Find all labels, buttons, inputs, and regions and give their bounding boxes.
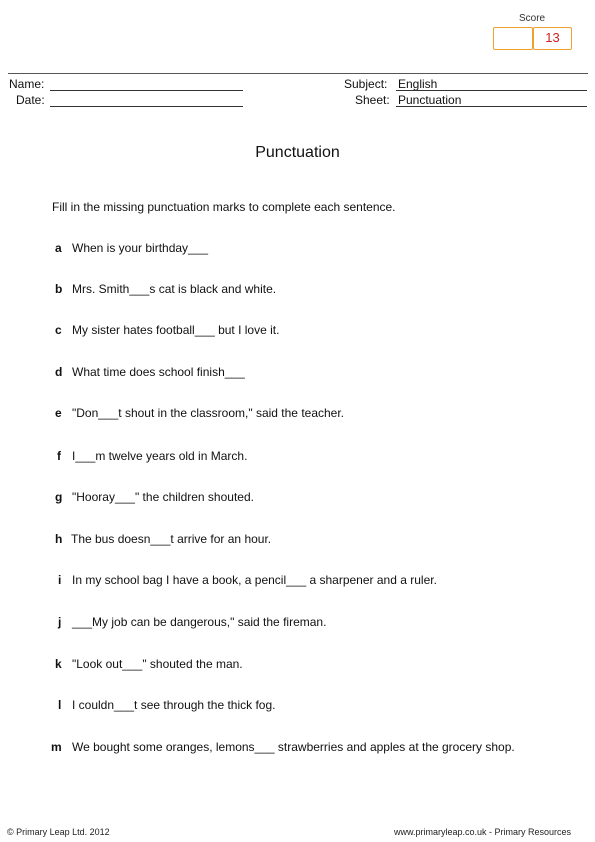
name-field[interactable] — [50, 90, 243, 91]
date-label: Date: — [16, 93, 45, 107]
question-letter: m — [51, 740, 62, 754]
question-text[interactable]: What time does school finish___ — [72, 365, 245, 379]
question-text[interactable]: "Don___t shout in the classroom," said the teacher. — [72, 406, 345, 420]
question-text[interactable]: Mrs. Smith___s cat is black and white. — [72, 282, 277, 296]
question-text[interactable]: In my school bag I have a book, a pencil___ a sharpener and a ruler. — [72, 573, 437, 587]
date-field[interactable] — [50, 106, 243, 107]
question-text[interactable]: I couldn___t see through the thick fog. — [72, 698, 276, 712]
question-letter: c — [55, 323, 62, 337]
question-letter: a — [55, 241, 62, 255]
question-letter: f — [57, 449, 61, 463]
question-letter: b — [55, 282, 63, 296]
question-letter: d — [55, 365, 63, 379]
question-text[interactable]: ___My job can be dangerous," said the fireman. — [72, 615, 327, 629]
question-letter: e — [55, 406, 62, 420]
question-letter: g — [55, 490, 63, 504]
question-text[interactable]: "Look out___" shouted the man. — [72, 657, 243, 671]
page-title: Punctuation — [255, 144, 340, 161]
name-label: Name: — [9, 77, 45, 91]
subject-field — [396, 90, 587, 91]
question-letter: i — [58, 573, 62, 587]
question-text[interactable]: My sister hates football___ but I love it. — [72, 323, 280, 337]
question-letter: k — [55, 657, 62, 671]
question-text[interactable]: The bus doesn___t arrive for an hour. — [71, 532, 272, 546]
question-text[interactable]: We bought some oranges, lemons___ strawberries and apples at the grocery shop. — [72, 740, 515, 754]
score-value: 13 — [533, 27, 572, 50]
subject-value: English — [398, 77, 438, 91]
sheet-field — [396, 106, 587, 107]
instructions: Fill in the missing punctuation marks to complete each sentence. — [52, 200, 396, 214]
question-letter: j — [58, 615, 62, 629]
question-text[interactable]: When is your birthday___ — [72, 241, 209, 255]
header-divider — [8, 73, 588, 74]
question-text[interactable]: "Hooray___" the children shouted. — [72, 490, 254, 504]
sheet-label: Sheet: — [355, 93, 390, 107]
footer-website[interactable]: www.primaryleap.co.uk - Primary Resources — [393, 827, 571, 837]
question-letter: l — [58, 698, 62, 712]
subject-label: Subject: — [344, 77, 388, 91]
score-box-empty — [493, 27, 533, 50]
question-letter: h — [55, 532, 63, 546]
score-label: Score — [519, 13, 546, 24]
question-text[interactable]: I___m twelve years old in March. — [72, 449, 248, 463]
sheet-value: Punctuation — [398, 93, 462, 107]
footer-copyright: © Primary Leap Ltd. 2012 — [7, 827, 110, 837]
